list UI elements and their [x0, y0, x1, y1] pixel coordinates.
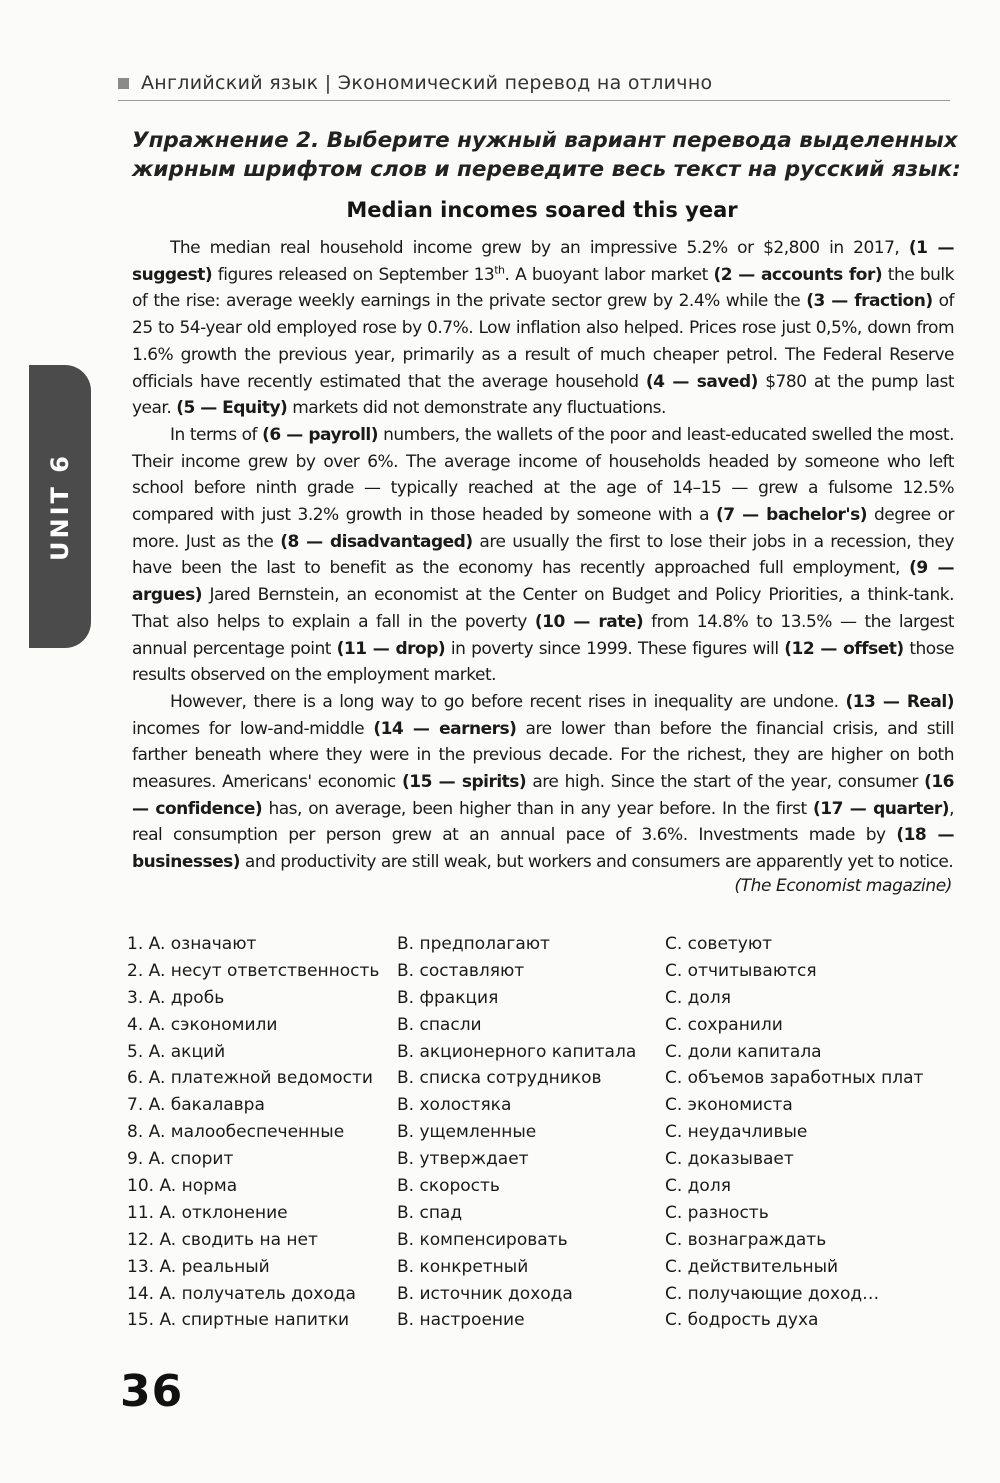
text-run: . A buoyant labor market [504, 264, 714, 285]
highlighted-term: (14 — earners) [373, 718, 517, 739]
option-c: C. отчитываются [665, 960, 817, 981]
option-a: 7. A. бакалавра [127, 1095, 265, 1116]
option-a: 9. A. спорит [127, 1149, 234, 1170]
running-header [118, 66, 950, 101]
text-run: of 25 to 54-year old employed rose by 0.7%. Low inflation also helped. Prices rose just 0,5%, down from 1.6% growth the previous year, primarily as a result of much cheaper petrol. The Federal Reserve officials have recently estimated that the average household [132, 291, 954, 392]
option-row [127, 1281, 967, 1308]
option-a: 12. A. сводить на нет [127, 1229, 318, 1250]
option-row [127, 1173, 967, 1200]
option-c: C. вознаграждать [665, 1229, 827, 1250]
option-row [127, 931, 967, 958]
highlighted-term: (16 — confidence) [132, 772, 954, 819]
article-source: (The Economist magazine) [734, 876, 952, 896]
header-square-icon [118, 78, 129, 89]
option-a: 11. A. отклонение [127, 1202, 288, 1223]
option-a: 2. A. несут ответственность [127, 960, 380, 981]
unit-label: UNIT 6 [46, 452, 74, 561]
option-c: C. доли капитала [665, 1041, 822, 1062]
option-c: C. объемов заработных плат [665, 1068, 924, 1089]
highlighted-term: (3 — fraction) [806, 291, 933, 312]
highlighted-term: (9 — argues) [132, 558, 954, 606]
highlighted-term: (8 — disadvantaged) [280, 531, 473, 552]
text-run: those results observed on the employment market. [132, 638, 955, 686]
article-title: Median incomes soared this year [346, 198, 738, 222]
text-run: degree or more. Just as the [132, 505, 954, 552]
text-run: are high. Since the start of the year, consumer [526, 772, 925, 793]
option-a: 5. A. акций [127, 1041, 226, 1062]
text-run: the bulk of the rise: average weekly earnings in the private sector grew by 2.4% while the [132, 264, 955, 312]
option-row [127, 1092, 967, 1119]
option-row [127, 1227, 967, 1254]
article-paragraph [132, 422, 954, 689]
option-c: C. получающие доход… [665, 1283, 880, 1304]
option-row [127, 1146, 967, 1173]
text-run: However, there is a long way to go before recent rises in inequality are undone. [170, 691, 846, 712]
option-a: 10. A. норма [127, 1176, 238, 1197]
option-c: C. экономиста [665, 1095, 793, 1116]
option-b: B. настроение [397, 1310, 525, 1331]
option-c: C. доля [665, 1176, 731, 1197]
highlighted-term: (17 — quarter) [812, 798, 950, 819]
page-number: 36 [120, 1366, 184, 1417]
option-c: C. доказывает [665, 1149, 794, 1170]
option-a: 3. A. дробь [127, 987, 225, 1008]
highlighted-term: (5 — Equity) [176, 398, 288, 419]
option-a: 8. A. малообеспеченные [127, 1122, 345, 1143]
option-b: B. холостяка [397, 1095, 512, 1116]
text-run: in poverty since 1999. These figures will [445, 638, 785, 659]
option-row [127, 958, 967, 985]
text-run: incomes for low-and-middle [132, 718, 374, 739]
option-a: 4. A. сэкономили [127, 1014, 278, 1035]
header-title: Английский язык | Экономический перевод на отлично [141, 72, 713, 94]
text-run: The median real household income grew by an impressive 5.2% or $2,800 in 2017, [170, 238, 909, 258]
highlighted-term: (7 — bachelor's) [716, 505, 867, 526]
text-run: markets did not demonstrate any fluctuations. [287, 398, 666, 419]
option-a: 15. A. спиртные напитки [127, 1310, 350, 1331]
highlighted-term: (6 — payroll) [262, 424, 379, 445]
text-run: are lower than before the financial crisis, and still farther beneath where they were in the previous decade. For the richest, they are higher on both measures. Americans' economic [132, 718, 954, 793]
option-b: B. акционерного капитала [397, 1041, 637, 1062]
text-run: has, on average, been higher than in any year before. In the first [262, 798, 813, 819]
option-c: C. советуют [665, 934, 773, 954]
text-run: In terms of [170, 424, 263, 445]
option-row [127, 1012, 967, 1039]
highlighted-term: (11 — drop) [336, 638, 446, 659]
option-b: B. утверждает [397, 1149, 529, 1170]
text-run: $780 at the pump last year. [132, 371, 954, 419]
option-b: B. составляют [397, 960, 525, 981]
option-row [127, 1119, 967, 1146]
option-c: C. сохранили [665, 1014, 783, 1035]
option-b: B. компенсировать [397, 1229, 568, 1250]
highlighted-term: (4 — saved) [645, 371, 758, 392]
option-a: 6. A. платежной ведомости [127, 1068, 373, 1089]
highlighted-term: (1 — suggest) [132, 238, 954, 285]
option-b: B. скорость [397, 1176, 500, 1197]
option-b: B. конкретный [397, 1256, 529, 1277]
option-c: C. разность [665, 1202, 769, 1223]
text-run: , real consumption per person grew at an annual pace of 3.6%. Investments made by [132, 798, 954, 846]
text-run: numbers, the wallets of the poor and least-educated swelled the most. Their income grew by over 6%. The average income of households headed by someone who left school before ninth grade — typically reached at the age of 14–15 — grew a fulsome 12.5% compared with just 3.2% growth in those headed by someone with a [132, 424, 954, 526]
option-c: C. доля [665, 987, 731, 1008]
highlighted-term: (18 — businesses) [132, 825, 954, 873]
option-row [127, 1254, 967, 1281]
highlighted-term: (10 — rate) [534, 611, 644, 632]
article-body [132, 235, 954, 876]
option-a: 14. A. получатель дохода [127, 1283, 356, 1304]
option-b: B. спад [397, 1202, 463, 1223]
highlighted-term: (2 — accounts for) [713, 264, 883, 285]
highlighted-term: (13 — Real) [845, 691, 955, 712]
option-row [127, 1307, 967, 1334]
option-row [127, 1200, 967, 1227]
option-a: 13. A. реальный [127, 1256, 270, 1277]
option-row [127, 1039, 967, 1066]
text-run: are usually the first to lose their jobs in a recession, they have been the last to benefit as the economy has recently approached full employment, [132, 531, 954, 579]
text-run: Jared Bernstein, an economist at the Center on Budget and Policy Priorities, a think-tank. That also helps to explain a fall in the poverty [132, 585, 954, 632]
superscript: th [494, 263, 505, 277]
option-b: B. списка сотрудников [397, 1068, 602, 1089]
option-b: B. источник дохода [397, 1283, 573, 1304]
answer-options [127, 931, 967, 1334]
option-b: B. фракция [397, 987, 499, 1008]
highlighted-term: (12 — offset) [784, 638, 904, 659]
option-c: C. бодрость духа [665, 1310, 819, 1331]
highlighted-term: (15 — spirits) [401, 772, 527, 793]
text-run: figures released on September 13 [212, 264, 495, 285]
article-paragraph [132, 235, 954, 422]
option-c: C. действительный [665, 1256, 839, 1277]
option-c: C. неудачливые [665, 1122, 808, 1143]
unit-side-tab [29, 365, 91, 648]
text-run: from 14.8% to 13.5% — the largest annual percentage point [132, 611, 955, 659]
option-a: 1. A. означают [127, 934, 257, 954]
text-run: and productivity are still weak, but workers and consumers are apparently yet to notice. [240, 852, 954, 873]
option-row [127, 1065, 967, 1092]
option-row [127, 985, 967, 1012]
option-b: B. предполагают [397, 934, 550, 954]
option-b: B. спасли [397, 1014, 482, 1035]
option-b: B. ущемленные [397, 1122, 537, 1143]
article-paragraph [132, 689, 954, 876]
exercise-title: Упражнение 2. Выберите нужный вариант перевода выделенных жирным шрифтом слов и переведите весь текст на русский язык: [132, 128, 961, 182]
